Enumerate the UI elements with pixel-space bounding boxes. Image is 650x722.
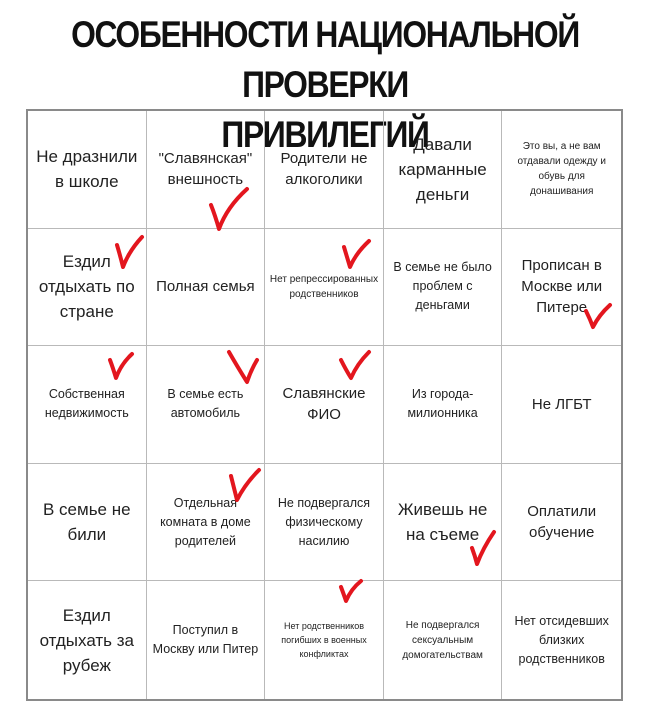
bingo-cell-no-jailed-relatives (502, 581, 621, 699)
cell-label: В семье есть автомобиль (167, 387, 244, 421)
bingo-cell-registered-moscow-spb (502, 229, 621, 347)
cell-label: Не дразнили в школе (36, 147, 138, 192)
bingo-cell-no-war-casualties (265, 581, 384, 699)
bingo-grid (26, 109, 623, 701)
cell-label: Ездил отдыхать по стране (38, 252, 135, 322)
bingo-cell-own-room (147, 464, 266, 582)
cell-label: "Славянская" внешность (158, 150, 253, 189)
cell-label: Прописан в Москве или Питере (521, 257, 603, 317)
bingo-cell-no-repressed-relatives (265, 229, 384, 347)
bingo-cell-million-city (384, 346, 503, 464)
bingo-cell-not-lgbt (502, 346, 621, 464)
cell-label: Нет отсидевших близких родственников (514, 613, 609, 666)
bingo-cell-parents-not-alcoholics (265, 111, 384, 229)
cell-label: Отдельная комната в доме родителей (160, 495, 251, 548)
checkmark-icon (106, 350, 136, 384)
bingo-cell-not-teased (28, 111, 147, 229)
bingo-cell-slavic-appearance (147, 111, 266, 229)
cell-label: Ездил отдыхать за рубеж (39, 605, 135, 675)
checkmark-icon (205, 185, 253, 235)
title-line-2: ПРИВИЛЕГИЙ (221, 114, 429, 155)
bingo-cell-travel-abroad (28, 581, 147, 699)
cell-label: Оплатили обучение (527, 503, 597, 542)
cell-label: Поступил в Москву или Питер (152, 623, 259, 657)
cell-label: Живешь не на съеме (397, 500, 488, 545)
checkmark-icon (339, 237, 373, 273)
bingo-cell-hand-me-downs (502, 111, 621, 229)
checkmark-icon (225, 348, 261, 388)
bingo-cell-complete-family (147, 229, 266, 347)
bingo-cell-own-property (28, 346, 147, 464)
bingo-cell-no-sexual-harassment (384, 581, 503, 699)
bingo-cell-not-beaten (28, 464, 147, 582)
bingo-cell-university-moscow-spb (147, 581, 266, 699)
bingo-cell-family-car (147, 346, 266, 464)
cell-label: Нет родственников погибших в военных конфликтах (281, 621, 367, 660)
title-line-1: ОСОБЕННОСТИ НАЦИОНАЛЬНОЙ ПРОВЕРКИ (71, 14, 579, 105)
bingo-cell-not-renting (384, 464, 503, 582)
cell-label: Давали карманные деньги (398, 134, 487, 204)
cell-label: В семье не было проблем с деньгами (393, 260, 492, 313)
bingo-cell-no-money-problems (384, 229, 503, 347)
cell-label: Не подвергался физическому насилию (277, 495, 371, 548)
cell-label: Собственная недвижимость (44, 387, 129, 421)
cell-label: Славянские ФИО (282, 385, 366, 424)
cell-label: В семье не били (43, 500, 131, 545)
bingo-cell-pocket-money (384, 111, 503, 229)
bingo-cell-domestic-travel (28, 229, 147, 347)
checkmark-icon (337, 348, 373, 384)
cell-label: Полная семья (156, 278, 255, 296)
checkmark-icon (337, 577, 365, 607)
bingo-cell-slavic-full-name (265, 346, 384, 464)
cell-label: Родители не алкоголики (280, 150, 368, 189)
cell-label: Нет репрессированных родственников (269, 273, 379, 300)
cell-label: Не подвергался сексуальным домогательствам (402, 619, 483, 661)
cell-label: Из города-милионника (407, 387, 478, 421)
cell-label: Это вы, а не вам отдавали одежду и обувь для донашивания (517, 141, 606, 198)
bingo-cell-no-physical-violence (265, 464, 384, 582)
cell-label: Не ЛГБТ (531, 395, 592, 413)
bingo-cell-paid-education (502, 464, 621, 582)
